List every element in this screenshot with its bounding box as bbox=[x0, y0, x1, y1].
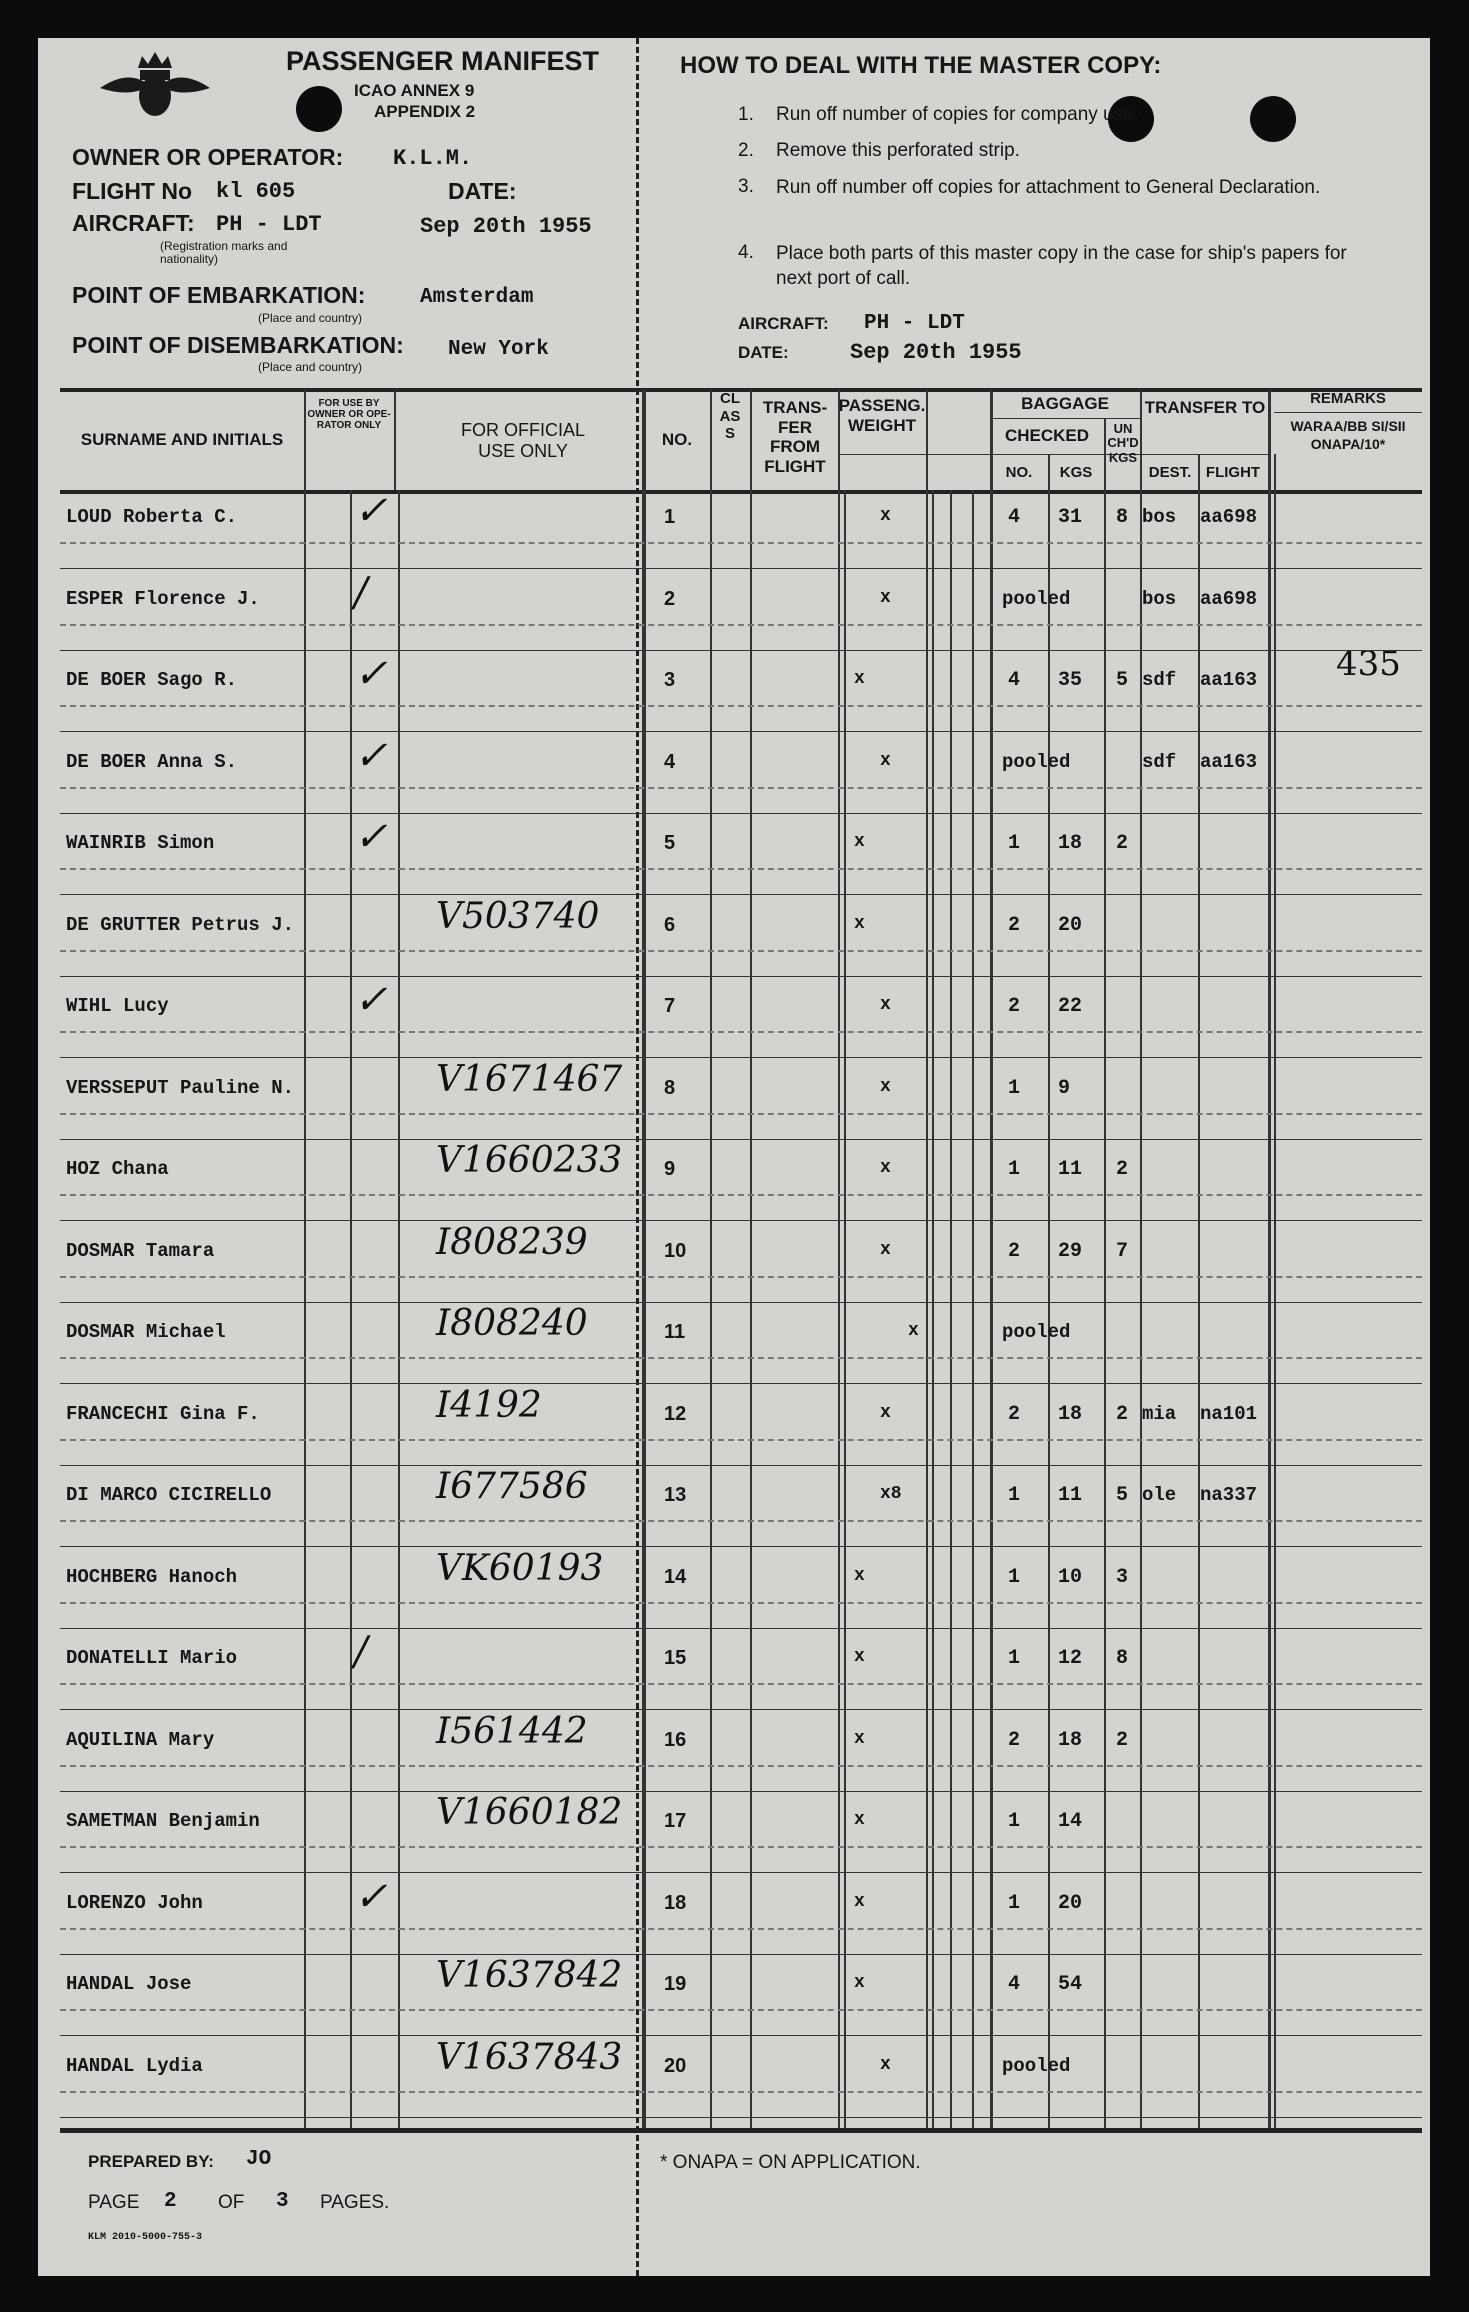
passenger-name: HOCHBERG Hanoch bbox=[66, 1565, 238, 1588]
manifest-sheet bbox=[38, 38, 1430, 2276]
transfer-flight: aa163 bbox=[1200, 669, 1258, 691]
transfer-flight: aa163 bbox=[1200, 750, 1258, 773]
row-rule bbox=[60, 1683, 1422, 1685]
official-use-entry: I561442 bbox=[436, 1710, 588, 1752]
row-number: 20 bbox=[664, 2054, 687, 2077]
col-header-baggage: BAGGAGE bbox=[1021, 394, 1109, 413]
official-use-entry: V1660233 bbox=[436, 1140, 623, 1181]
passenger-name: HOZ Chana bbox=[66, 1158, 169, 1180]
unchecked-kgs: 8 bbox=[1116, 1647, 1129, 1670]
official-use-entry: I4192 bbox=[436, 1384, 542, 1426]
row-rule bbox=[60, 813, 1422, 814]
row-rule bbox=[60, 1031, 1422, 1033]
official-use-entry: V1637843 bbox=[436, 2036, 623, 2078]
col-header-flight: FLIGHT bbox=[1205, 464, 1261, 481]
row-number: 7 bbox=[664, 995, 676, 1017]
owner-check-mark: ✓ bbox=[354, 977, 388, 1023]
disembarkation-label: POINT OF DISEMBARKATION: bbox=[72, 332, 404, 358]
manifest-title: PASSENGER MANIFEST bbox=[286, 46, 600, 76]
weight-mark: x bbox=[880, 1402, 891, 1423]
row-rule bbox=[60, 1628, 1422, 1629]
prepared-by-value: JO bbox=[246, 2148, 272, 2171]
row-rule bbox=[60, 2091, 1422, 2093]
row-rule bbox=[60, 1057, 1422, 1058]
baggage-kgs: 10 bbox=[1058, 1565, 1083, 1589]
weight-mark: x bbox=[880, 1239, 891, 1260]
passenger-name: WAINRIB Simon bbox=[66, 832, 215, 854]
passenger-name: DOSMAR Tamara bbox=[66, 1239, 215, 1262]
weight-mark: x bbox=[854, 1565, 865, 1586]
passenger-name: DI MARCO CICIRELLO bbox=[66, 1484, 272, 1506]
pooled-note: pooled bbox=[1002, 587, 1071, 610]
weight-mark: x bbox=[854, 669, 865, 689]
mc-date-label: DATE: bbox=[738, 343, 789, 362]
baggage-kgs: 35 bbox=[1058, 669, 1083, 692]
pooled-note: pooled bbox=[1002, 2054, 1071, 2077]
passenger-name: DE BOER Anna S. bbox=[66, 750, 238, 773]
passenger-name: WIHL Lucy bbox=[66, 995, 169, 1017]
transfer-dest: bos bbox=[1142, 587, 1177, 610]
row-rule bbox=[60, 976, 1422, 977]
passenger-name: HANDAL Jose bbox=[66, 1973, 192, 1995]
passenger-name: LORENZO John bbox=[66, 1891, 203, 1914]
official-use-entry: V1637842 bbox=[436, 1955, 623, 1996]
transfer-dest: sdf bbox=[1142, 750, 1177, 773]
baggage-kgs: 22 bbox=[1058, 995, 1083, 1018]
owner-check-mark: ✓ bbox=[354, 651, 388, 697]
baggage-count: 4 bbox=[1008, 1973, 1021, 1996]
owner-check-mark: ✓ bbox=[354, 814, 388, 860]
transfer-flight: na337 bbox=[1200, 1484, 1258, 1506]
transfer-dest: sdf bbox=[1142, 669, 1177, 691]
row-number: 18 bbox=[664, 1891, 687, 1914]
baggage-kgs: 11 bbox=[1058, 1158, 1083, 1181]
baggage-kgs: 20 bbox=[1058, 913, 1083, 937]
row-number: 14 bbox=[664, 1565, 687, 1588]
baggage-kgs: 18 bbox=[1058, 1402, 1083, 1426]
col-header-remarks-codes: WARAA/BB SI/SII ONAPA/10* bbox=[1290, 418, 1406, 452]
place-note: (Place and country) bbox=[258, 360, 363, 374]
punch-hole bbox=[296, 86, 342, 132]
weight-mark: x bbox=[880, 995, 891, 1015]
transfer-flight: na101 bbox=[1200, 1402, 1258, 1425]
row-rule bbox=[60, 894, 1422, 895]
row-rule bbox=[60, 1465, 1422, 1466]
row-number: 15 bbox=[664, 1647, 687, 1669]
row-rule bbox=[60, 1765, 1422, 1767]
weight-mark: x bbox=[880, 750, 891, 771]
place-note: (Place and country) bbox=[258, 311, 363, 325]
pooled-note: pooled bbox=[1002, 750, 1071, 773]
klm-crown-logo-icon bbox=[90, 48, 220, 128]
row-rule bbox=[60, 868, 1422, 870]
row-rule bbox=[60, 2035, 1422, 2036]
baggage-kgs: 54 bbox=[1058, 1973, 1083, 1996]
row-rule bbox=[60, 568, 1422, 569]
baggage-count: 1 bbox=[1008, 832, 1021, 855]
step-number: 1. bbox=[738, 104, 754, 125]
form-code: KLM 2010-5000-755-3 bbox=[88, 2232, 203, 2243]
step-number: 4. bbox=[738, 242, 754, 263]
baggage-kgs: 31 bbox=[1058, 506, 1083, 529]
step-text: Run off number off copies for attachment to General Declaration. bbox=[776, 177, 1321, 198]
row-rule bbox=[60, 542, 1422, 544]
row-rule bbox=[60, 1220, 1422, 1221]
official-use-entry: I808239 bbox=[436, 1221, 588, 1263]
col-header-unchecked: UN CH'D KGS bbox=[1107, 421, 1139, 465]
row-number: 3 bbox=[664, 669, 676, 691]
row-rule bbox=[60, 1383, 1422, 1384]
page-label: PAGE bbox=[88, 2192, 140, 2213]
weight-mark: x bbox=[854, 1891, 865, 1912]
baggage-count: 2 bbox=[1008, 1402, 1021, 1426]
row-number: 8 bbox=[664, 1076, 676, 1099]
col-header-no: NO. bbox=[661, 430, 693, 449]
aircraft-value: PH - LDT bbox=[216, 212, 322, 237]
baggage-count: 2 bbox=[1008, 995, 1021, 1018]
step-text: Run off number of copies for company use. bbox=[776, 104, 1139, 125]
row-number: 17 bbox=[664, 1810, 687, 1832]
baggage-count: 4 bbox=[1008, 669, 1021, 692]
row-number: 6 bbox=[664, 913, 676, 936]
transfer-flight: aa698 bbox=[1200, 506, 1258, 528]
weight-mark: x bbox=[854, 913, 865, 934]
row-number: 4 bbox=[664, 750, 676, 773]
row-number: 16 bbox=[664, 1728, 687, 1751]
col-header-owner-use: FOR USE BY OWNER OR OPE-RATOR ONLY bbox=[307, 398, 391, 431]
punch-hole bbox=[1250, 96, 1296, 142]
passenger-name: ESPER Florence J. bbox=[66, 587, 260, 610]
weight-mark: x bbox=[880, 1076, 891, 1097]
aircraft-label: AIRCRAFT: bbox=[72, 210, 195, 236]
owner-value: K.L.M. bbox=[393, 146, 473, 171]
margin-note: 435 bbox=[1336, 644, 1401, 684]
official-use-entry: I677586 bbox=[436, 1466, 588, 1507]
baggage-count: 1 bbox=[1008, 1565, 1021, 1589]
owner-check-mark: / bbox=[354, 1629, 368, 1675]
row-rule bbox=[60, 1520, 1422, 1522]
date-value: Sep 20th 1955 bbox=[420, 214, 592, 239]
unchecked-kgs: 8 bbox=[1116, 506, 1129, 529]
col-header-remarks: REMARKS bbox=[1310, 390, 1386, 407]
row-number: 1 bbox=[664, 506, 676, 528]
perforation-line bbox=[636, 38, 639, 2276]
row-rule bbox=[60, 624, 1422, 626]
baggage-kgs: 12 bbox=[1058, 1647, 1083, 1670]
embarkation-label: POINT OF EMBARKATION: bbox=[72, 282, 366, 308]
row-rule bbox=[60, 1439, 1422, 1441]
official-use-entry: I808240 bbox=[436, 1303, 588, 1344]
row-rule bbox=[60, 650, 1422, 651]
pooled-note: pooled bbox=[1002, 1321, 1071, 1343]
col-header-transfer-to: TRANSFER TO bbox=[1144, 398, 1266, 417]
row-rule bbox=[60, 2009, 1422, 2011]
baggage-kgs: 11 bbox=[1058, 1484, 1083, 1507]
row-number: 12 bbox=[664, 1402, 687, 1425]
row-rule bbox=[60, 2117, 1422, 2118]
passenger-name: DE BOER Sago R. bbox=[66, 669, 238, 691]
unchecked-kgs: 2 bbox=[1116, 1158, 1129, 1181]
row-rule bbox=[60, 1194, 1422, 1196]
official-use-entry: VK60193 bbox=[436, 1547, 604, 1589]
row-number: 9 bbox=[664, 1158, 676, 1180]
passenger-name: AQUILINA Mary bbox=[66, 1728, 215, 1751]
embarkation-value: Amsterdam bbox=[420, 286, 534, 309]
step-number: 2. bbox=[738, 140, 754, 161]
of-label: OF bbox=[218, 2192, 245, 2213]
row-number: 2 bbox=[664, 587, 676, 610]
annex-label: ICAO ANNEX 9 bbox=[354, 81, 475, 100]
row-rule bbox=[60, 705, 1422, 707]
row-rule bbox=[60, 731, 1422, 732]
row-rule bbox=[60, 1276, 1422, 1278]
registration-note: (Registration marks and nationality) bbox=[160, 239, 288, 267]
col-header-kgs: KGS bbox=[1059, 464, 1093, 481]
unchecked-kgs: 2 bbox=[1116, 1728, 1129, 1752]
baggage-kgs: 18 bbox=[1058, 1728, 1083, 1752]
baggage-kgs: 29 bbox=[1058, 1239, 1083, 1263]
row-rule bbox=[60, 1357, 1422, 1359]
unchecked-kgs: 3 bbox=[1116, 1565, 1129, 1589]
page-value: 2 bbox=[164, 2190, 177, 2213]
passenger-name: FRANCECHI Gina F. bbox=[66, 1402, 260, 1425]
transfer-flight: aa698 bbox=[1200, 587, 1258, 610]
official-use-entry: V1671467 bbox=[436, 1058, 623, 1100]
weight-mark: x bbox=[854, 1647, 865, 1667]
baggage-kgs: 18 bbox=[1058, 832, 1083, 855]
baggage-count: 2 bbox=[1008, 1728, 1021, 1752]
passenger-name: LOUD Roberta C. bbox=[66, 506, 238, 528]
of-value: 3 bbox=[276, 2190, 289, 2213]
unchecked-kgs: 2 bbox=[1116, 1402, 1129, 1426]
onapa-footnote: * ONAPA = ON APPLICATION. bbox=[660, 2152, 921, 2173]
disembarkation-value: New York bbox=[448, 338, 549, 361]
row-rule bbox=[60, 1954, 1422, 1955]
weight-mark: x bbox=[854, 1973, 865, 1993]
baggage-kgs: 20 bbox=[1058, 1891, 1083, 1915]
passenger-name: SAMETMAN Benjamin bbox=[66, 1810, 260, 1832]
owner-check-mark: ✓ bbox=[354, 732, 388, 779]
mc-aircraft-label: AIRCRAFT: bbox=[738, 314, 829, 333]
col-header-bag-no: NO. bbox=[1005, 464, 1033, 481]
col-header-transfer-from: TRANS-FER FROM FLIGHT bbox=[762, 398, 828, 476]
passenger-name: DONATELLI Mario bbox=[66, 1647, 238, 1669]
row-rule bbox=[60, 1113, 1422, 1115]
row-rule bbox=[60, 1139, 1422, 1140]
col-header-dest: DEST. bbox=[1148, 464, 1192, 481]
step-text: Remove this perforated strip. bbox=[776, 140, 1020, 161]
unchecked-kgs: 5 bbox=[1116, 1484, 1129, 1507]
row-rule bbox=[60, 950, 1422, 952]
weight-mark: x8 bbox=[880, 1484, 902, 1504]
row-rule bbox=[60, 1302, 1422, 1303]
row-number: 13 bbox=[664, 1484, 687, 1506]
col-header-checked: CHECKED bbox=[1004, 426, 1090, 445]
baggage-kgs: 14 bbox=[1058, 1810, 1083, 1833]
weight-mark: x bbox=[880, 1158, 891, 1178]
baggage-count: 1 bbox=[1008, 1158, 1021, 1181]
col-header-official: FOR OFFICIAL USE ONLY bbox=[460, 420, 585, 461]
flight-label: FLIGHT No bbox=[72, 178, 193, 204]
baggage-kgs: 9 bbox=[1058, 1076, 1071, 1100]
row-rule bbox=[60, 1546, 1422, 1547]
baggage-count: 1 bbox=[1008, 1810, 1021, 1833]
passenger-name: DE GRUTTER Petrus J. bbox=[66, 913, 295, 936]
step-text: Place both parts of this master copy in the case for ship's papers for next port of call. bbox=[776, 243, 1347, 289]
baggage-count: 1 bbox=[1008, 1076, 1021, 1100]
row-number: 10 bbox=[664, 1239, 687, 1262]
transfer-dest: bos bbox=[1142, 506, 1177, 528]
row-rule bbox=[60, 1846, 1422, 1848]
passenger-name: DOSMAR Michael bbox=[66, 1321, 226, 1343]
row-rule bbox=[60, 1791, 1422, 1792]
row-rule bbox=[60, 1928, 1422, 1930]
weight-mark: x bbox=[854, 1728, 865, 1749]
weight-mark: x bbox=[880, 506, 891, 526]
transfer-dest: mia bbox=[1142, 1402, 1177, 1425]
row-rule bbox=[60, 787, 1422, 789]
unchecked-kgs: 7 bbox=[1116, 1239, 1129, 1263]
unchecked-kgs: 2 bbox=[1116, 832, 1129, 855]
weight-mark: x bbox=[854, 1810, 865, 1830]
row-rule bbox=[60, 1872, 1422, 1873]
master-copy-title: HOW TO DEAL WITH THE MASTER COPY: bbox=[680, 52, 1162, 79]
owner-check-mark: / bbox=[354, 569, 368, 616]
col-header-surname: SURNAME AND INITIALS bbox=[80, 430, 284, 449]
owner-label: OWNER OR OPERATOR: bbox=[72, 144, 344, 170]
mc-aircraft-value: PH - LDT bbox=[864, 312, 965, 335]
row-number: 19 bbox=[664, 1973, 687, 1995]
official-use-entry: V503740 bbox=[436, 895, 600, 937]
row-rule bbox=[60, 1709, 1422, 1710]
mc-date-value: Sep 20th 1955 bbox=[850, 340, 1022, 365]
pages-label: PAGES. bbox=[320, 2192, 390, 2213]
baggage-count: 4 bbox=[1008, 506, 1021, 529]
weight-mark: x bbox=[880, 2054, 891, 2075]
baggage-count: 2 bbox=[1008, 913, 1021, 937]
weight-mark: x bbox=[880, 587, 891, 608]
baggage-count: 1 bbox=[1008, 1891, 1021, 1915]
weight-mark: x bbox=[854, 832, 865, 852]
baggage-count: 1 bbox=[1008, 1484, 1021, 1507]
passenger-name: HANDAL Lydia bbox=[66, 2054, 203, 2077]
date-label: DATE: bbox=[448, 178, 517, 204]
official-use-entry: V1660182 bbox=[436, 1792, 623, 1833]
transfer-dest: ole bbox=[1142, 1484, 1177, 1506]
appendix-label: APPENDIX 2 bbox=[374, 102, 476, 121]
row-rule bbox=[60, 1602, 1422, 1604]
baggage-count: 1 bbox=[1008, 1647, 1021, 1670]
step-number: 3. bbox=[738, 176, 754, 197]
col-header-class: CLASS bbox=[719, 390, 741, 443]
row-number: 11 bbox=[664, 1321, 686, 1343]
prepared-by-label: PREPARED BY: bbox=[88, 2152, 214, 2171]
unchecked-kgs: 5 bbox=[1116, 669, 1129, 692]
flight-value: kl 605 bbox=[216, 179, 296, 204]
weight-mark: x bbox=[908, 1321, 919, 1341]
passenger-name: VERSSEPUT Pauline N. bbox=[66, 1076, 295, 1099]
row-number: 5 bbox=[664, 832, 676, 854]
owner-check-mark: ✓ bbox=[354, 488, 388, 534]
owner-check-mark: ✓ bbox=[354, 1873, 388, 1920]
col-header-passenger-weight: PASSENG. WEIGHT bbox=[838, 396, 926, 435]
baggage-count: 2 bbox=[1008, 1239, 1021, 1263]
